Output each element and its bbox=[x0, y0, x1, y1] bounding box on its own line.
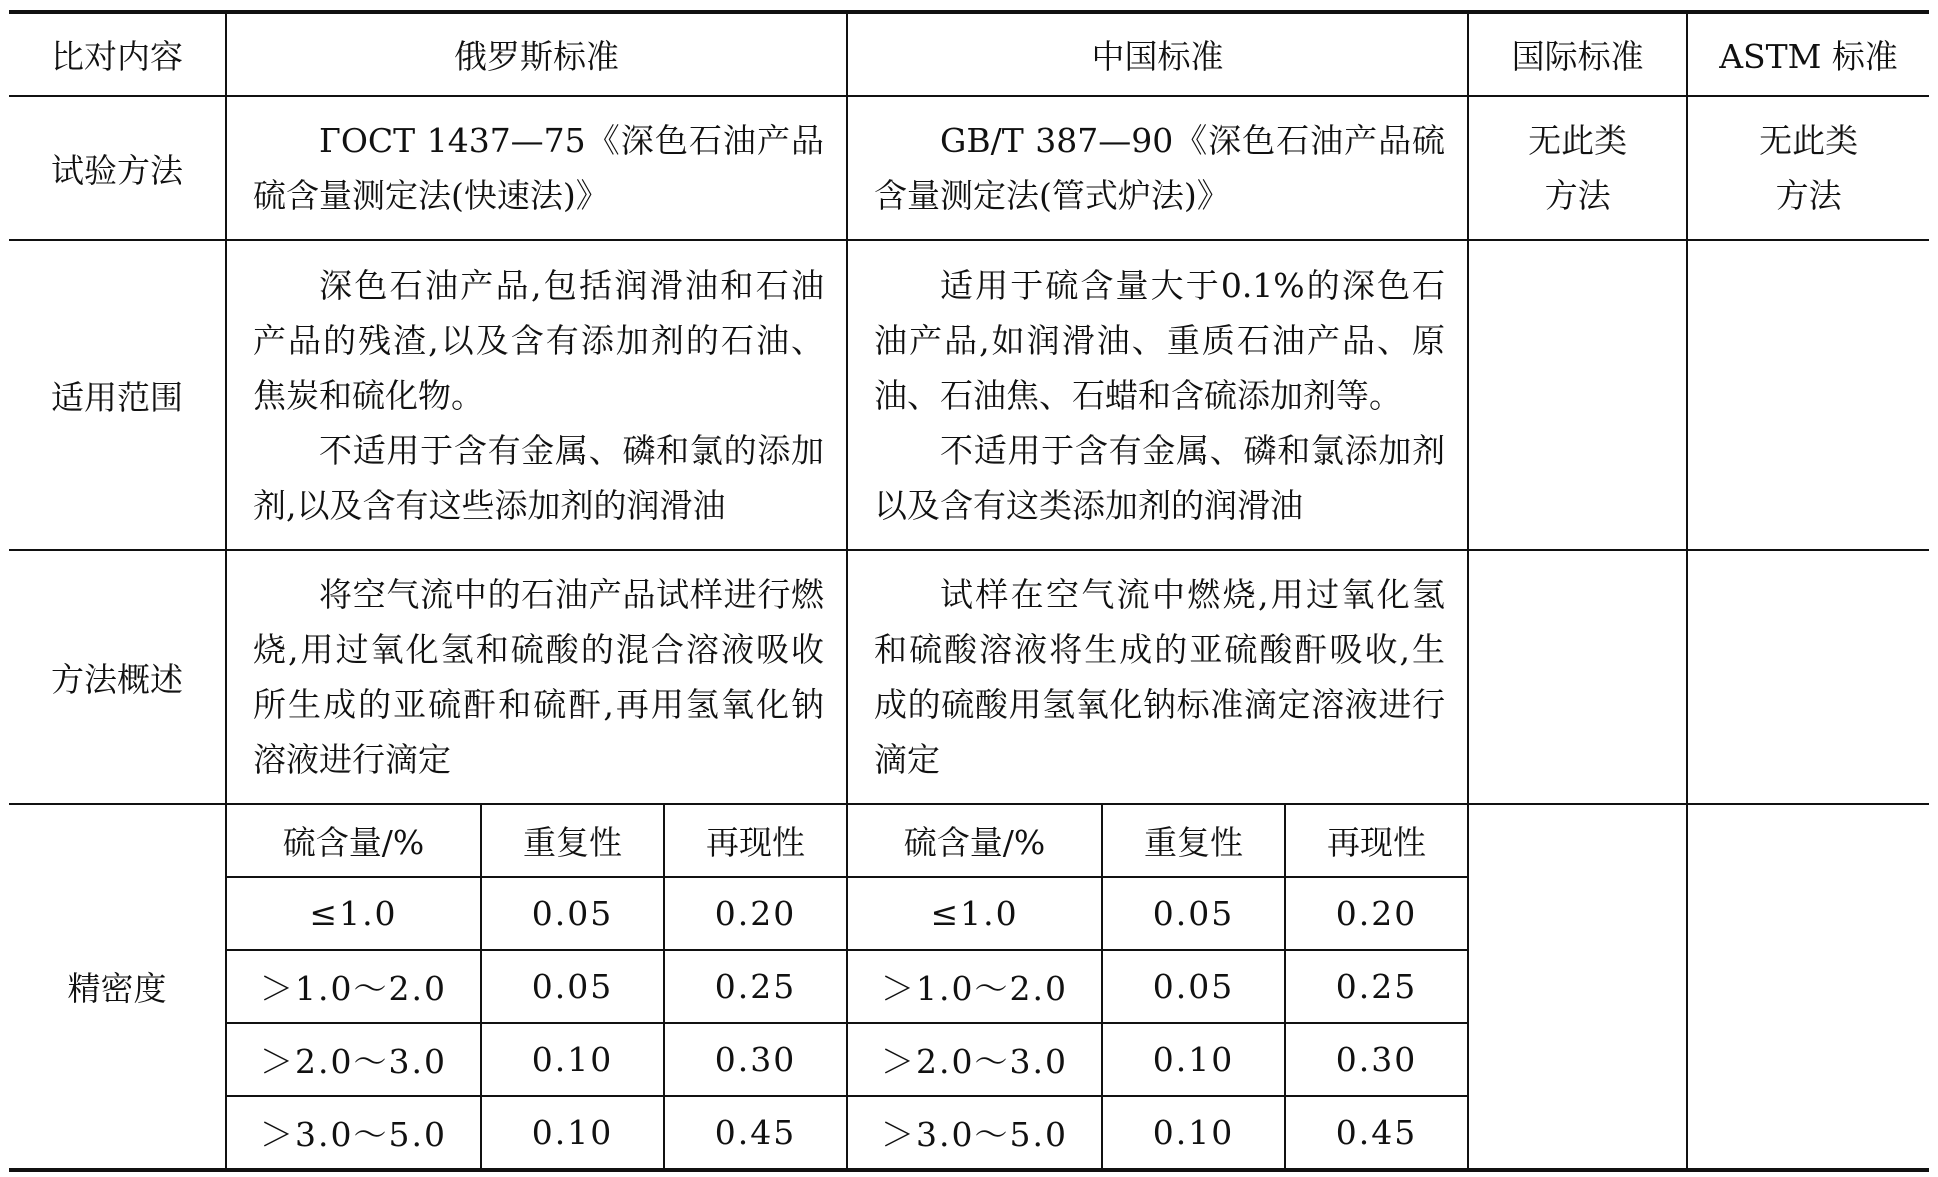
astm-precision-cell bbox=[1687, 804, 1929, 1170]
china-repeatability: 0.05 bbox=[1102, 950, 1285, 1023]
header-compare-item: 比对内容 bbox=[9, 12, 226, 96]
intl-method-cell bbox=[1468, 96, 1687, 240]
row-label-summary: 方法概述 bbox=[9, 550, 226, 804]
china-subheader-sulfur: 硫含量/% bbox=[847, 804, 1102, 877]
comparison-table bbox=[9, 10, 1929, 1172]
china-repeatability: 0.05 bbox=[1102, 877, 1285, 950]
astm-method-line2: 方法 bbox=[1775, 176, 1842, 215]
row-label-precision: 精密度 bbox=[9, 804, 226, 1170]
method-row bbox=[9, 96, 1929, 240]
china-sulfur-range: ≤1.0 bbox=[847, 877, 1102, 950]
russia-summary-text: 将空气流中的石油产品试样进行燃烧,用过氧化氢和硫酸的混合溶液吸收所生成的亚硫酐和硫酐,再用氢氧化钠溶液进行滴定 bbox=[253, 575, 825, 779]
russia-sulfur-range: ＞1.0～2.0 bbox=[226, 950, 481, 1023]
russia-repeatability: 0.10 bbox=[481, 1023, 664, 1096]
russia-reproducibility: 0.45 bbox=[664, 1096, 847, 1170]
russia-subheader-sulfur: 硫含量/% bbox=[226, 804, 481, 877]
intl-scope-cell bbox=[1468, 240, 1687, 550]
russia-sulfur-range: ≤1.0 bbox=[226, 877, 481, 950]
summary-row bbox=[9, 550, 1929, 804]
china-scope-cell bbox=[847, 240, 1468, 550]
china-repeatability: 0.10 bbox=[1102, 1023, 1285, 1096]
intl-summary-cell bbox=[1468, 550, 1687, 804]
china-reproducibility: 0.20 bbox=[1285, 877, 1468, 950]
astm-summary-cell bbox=[1687, 550, 1929, 804]
russia-subheader-reproducibility: 再现性 bbox=[664, 804, 847, 877]
row-label-scope: 适用范围 bbox=[9, 240, 226, 550]
intl-precision-cell bbox=[1468, 804, 1687, 1170]
russia-scope-paragraph-1: 深色石油产品,包括润滑油和石油产品的残渣,以及含有添加剂的石油、焦炭和硫化物。 bbox=[253, 265, 825, 415]
russia-subheader-repeatability: 重复性 bbox=[481, 804, 664, 877]
header-china-standard: 中国标准 bbox=[847, 12, 1468, 96]
header-international-standard: 国际标准 bbox=[1468, 12, 1687, 96]
scope-row bbox=[9, 240, 1929, 550]
astm-method-line1: 无此类 bbox=[1759, 121, 1859, 160]
russia-scope-cell bbox=[226, 240, 847, 550]
china-sulfur-range: ＞2.0～3.0 bbox=[847, 1023, 1102, 1096]
russia-scope-paragraph-2: 不适用于含有金属、磷和氯的添加剂,以及含有这些添加剂的润滑油 bbox=[253, 430, 825, 525]
russia-method-cell bbox=[226, 96, 847, 240]
astm-method-cell bbox=[1687, 96, 1929, 240]
intl-method-line1: 无此类 bbox=[1528, 121, 1628, 160]
russia-method-text: ГОСТ 1437—75《深色石油产品硫含量测定法(快速法)》 bbox=[253, 121, 825, 215]
china-reproducibility: 0.30 bbox=[1285, 1023, 1468, 1096]
russia-repeatability: 0.10 bbox=[481, 1096, 664, 1170]
china-method-text: GB/T 387—90《深色石油产品硫含量测定法(管式炉法)》 bbox=[874, 121, 1446, 215]
china-summary-text: 试样在空气流中燃烧,用过氧化氢和硫酸溶液将生成的亚硫酸酐吸收,生成的硫酸用氢氧化钠标准滴定溶液进行滴定 bbox=[874, 575, 1446, 779]
russia-sulfur-range: ＞2.0～3.0 bbox=[226, 1023, 481, 1096]
astm-scope-cell bbox=[1687, 240, 1929, 550]
precision-subheader-row bbox=[9, 804, 1929, 877]
china-sulfur-range: ＞3.0～5.0 bbox=[847, 1096, 1102, 1170]
china-sulfur-range: ＞1.0～2.0 bbox=[847, 950, 1102, 1023]
row-label-method: 试验方法 bbox=[9, 96, 226, 240]
china-scope-paragraph-1: 适用于硫含量大于0.1%的深色石油产品,如润滑油、重质石油产品、原油、石油焦、石蜡和含硫添加剂等。 bbox=[874, 265, 1446, 415]
intl-method-line2: 方法 bbox=[1544, 176, 1611, 215]
russia-reproducibility: 0.25 bbox=[664, 950, 847, 1023]
russia-summary-cell bbox=[226, 550, 847, 804]
header-astm-standard: ASTM 标准 bbox=[1687, 12, 1929, 96]
header-row bbox=[9, 12, 1929, 96]
china-subheader-reproducibility: 再现性 bbox=[1285, 804, 1468, 877]
russia-repeatability: 0.05 bbox=[481, 950, 664, 1023]
china-method-cell bbox=[847, 96, 1468, 240]
china-summary-cell bbox=[847, 550, 1468, 804]
china-reproducibility: 0.45 bbox=[1285, 1096, 1468, 1170]
china-reproducibility: 0.25 bbox=[1285, 950, 1468, 1023]
china-subheader-repeatability: 重复性 bbox=[1102, 804, 1285, 877]
china-repeatability: 0.10 bbox=[1102, 1096, 1285, 1170]
russia-sulfur-range: ＞3.0～5.0 bbox=[226, 1096, 481, 1170]
russia-repeatability: 0.05 bbox=[481, 877, 664, 950]
header-russia-standard: 俄罗斯标准 bbox=[226, 12, 847, 96]
russia-reproducibility: 0.20 bbox=[664, 877, 847, 950]
russia-reproducibility: 0.30 bbox=[664, 1023, 847, 1096]
china-scope-paragraph-2: 不适用于含有金属、磷和氯添加剂以及含有这类添加剂的润滑油 bbox=[874, 430, 1446, 525]
